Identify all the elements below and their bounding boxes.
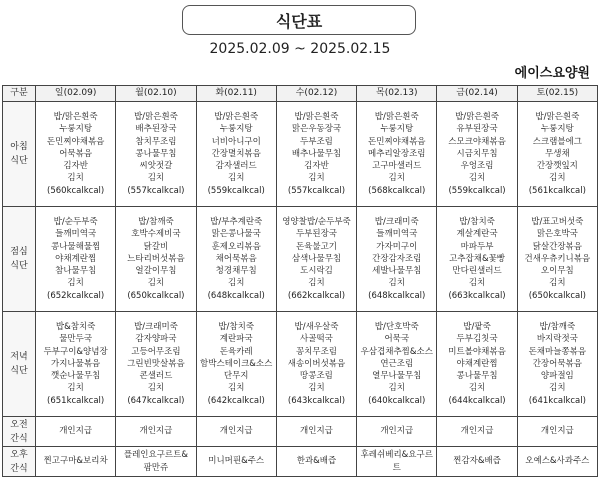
menu-item: 콩나물무침 — [456, 371, 498, 382]
menu-item: 개인지급 — [219, 426, 253, 437]
menu-item: 만다린샐러드 — [452, 266, 502, 277]
menu-item: 두부된장국 — [295, 229, 338, 240]
page-title: 식단표 — [182, 5, 416, 35]
menu-item: 밥/맑은흰죽 — [374, 111, 419, 122]
menu-item: 스모크야채볶음 — [448, 136, 506, 147]
menu-item: 누룽지탕 — [219, 124, 253, 135]
menu-item: 김치 — [468, 278, 486, 289]
menu-item: 유부된장국 — [456, 124, 498, 135]
menu-item: 개인지급 — [380, 426, 414, 437]
menu-item: 찐고구마&보리차 — [43, 456, 108, 467]
menu-cell-tue — [196, 312, 276, 417]
menu-item: (642kcalkcal) — [207, 395, 265, 406]
row-label — [3, 447, 36, 477]
menu-item: 꽁치무조림 — [295, 346, 338, 357]
menu-item: 스크램블에그 — [532, 136, 582, 147]
menu-item: 닭살간장볶음 — [532, 241, 582, 252]
menu-item: (648kcalkcal) — [368, 290, 426, 301]
menu-item: 고등어무조림 — [131, 346, 181, 357]
row-label-line: 간식 — [10, 433, 28, 444]
menu-item: 삼색나물무침 — [291, 253, 342, 264]
row-label — [3, 417, 36, 447]
menu-item: 김치 — [227, 383, 245, 394]
day-header-thu: 목(02.13) — [357, 86, 437, 102]
menu-item: 밥/팥죽 — [463, 321, 491, 332]
menu-item: 밥/단호박죽 — [374, 321, 419, 332]
menu-item: 배추나물무침 — [291, 148, 342, 159]
menu-cell-thu — [357, 417, 437, 447]
menu-item: 고추잡채&꽃빵 — [449, 253, 505, 264]
menu-item: 콘샐러드 — [139, 371, 173, 382]
menu-item: 김치 — [468, 383, 486, 394]
menu-item: 김치 — [468, 173, 486, 184]
menu-item: 사골떡국 — [300, 334, 333, 345]
menu-item: 청경채무침 — [215, 266, 257, 277]
menu-item: 밥/맑은흰죽 — [455, 111, 499, 122]
menu-cell-wed — [276, 207, 356, 312]
menu-item: 시금치무침 — [456, 148, 498, 159]
menu-item: 김치 — [147, 278, 165, 289]
menu-item: 김치 — [308, 278, 325, 289]
menu-item: 물만두국 — [59, 334, 93, 345]
menu-item: 김치 — [388, 278, 405, 289]
menu-item: 바지락젓국 — [536, 334, 578, 345]
menu-item: 맑은호박국 — [536, 229, 578, 240]
menu-item: 씨앗젓갈 — [139, 161, 173, 172]
menu-cell-sun — [36, 207, 116, 312]
menu-cell-wed — [276, 102, 356, 207]
menu-item: 밥/참깨죽 — [539, 321, 576, 332]
menu-item: 밥/크래미죽 — [133, 321, 178, 332]
header-row — [3, 86, 598, 102]
menu-item: 돈민찌야채볶음 — [46, 136, 105, 147]
menu-item: 트 — [392, 462, 401, 473]
menu-cell-sun — [36, 312, 116, 417]
menu-item: 감자샐러드 — [215, 161, 257, 172]
menu-item: 얼갈이무침 — [135, 266, 177, 277]
menu-item: 개인지급 — [139, 426, 173, 437]
menu-item: 훈제오리볶음 — [211, 241, 261, 252]
menu-item: 느타리버섯볶음 — [127, 253, 185, 264]
menu-cell-wed — [276, 417, 356, 447]
menu-item: 배추된장국 — [135, 124, 177, 135]
menu-item: 돈육불고기 — [295, 241, 338, 252]
menu-item: 김치 — [67, 173, 84, 184]
menu-item: 닭갈비 — [143, 241, 169, 252]
menu-item: 세발나물무침 — [372, 266, 422, 277]
menu-item: 들깨미역국 — [55, 229, 97, 240]
menu-item: (559kcalkcal) — [448, 185, 506, 196]
menu-item: 단무지 — [223, 371, 249, 382]
menu-item: (650kcalkcal) — [127, 290, 185, 301]
menu-cell-thu — [357, 447, 437, 477]
menu-item: 김치 — [227, 278, 245, 289]
menu-item: 연근조림 — [380, 358, 414, 369]
menu-item: (650kcalkcal) — [528, 290, 586, 301]
menu-item: 개인지급 — [540, 426, 574, 437]
menu-item: 김치 — [549, 383, 566, 394]
menu-item: 계살계란국 — [456, 229, 498, 240]
menu-item: 밥/맑은흰죽 — [133, 111, 178, 122]
menu-cell-fri — [437, 417, 517, 447]
menu-item: 감자양파국 — [135, 334, 177, 345]
menu-item: 밥/참깨죽 — [138, 216, 174, 227]
menu-cell-wed — [276, 312, 356, 417]
menu-cell-sun — [36, 447, 116, 477]
menu-item: 고구마샐러드 — [372, 161, 422, 172]
menu-item: 계란파국 — [219, 334, 253, 345]
menu-item: 밥/순두부죽 — [53, 216, 98, 227]
menu-item: 후레쉬베리&요구르 — [360, 450, 433, 461]
menu-item: 가지나물볶음 — [51, 358, 101, 369]
menu-item: 무생채 — [545, 148, 570, 159]
menu-item: 팜만쥬 — [143, 462, 169, 473]
menu-item: (640kcalkcal) — [368, 395, 426, 406]
menu-item: 그린빈맛살볶음 — [127, 358, 185, 369]
menu-item: 돈민찌야채볶음 — [368, 136, 426, 147]
menu-item: 들깨미역국 — [376, 229, 418, 240]
day-header-sat: 토(02.15) — [517, 86, 597, 102]
date-range: 2025.02.09 ~ 2025.02.15 — [209, 41, 391, 57]
menu-cell-thu — [357, 102, 437, 207]
organization-name: 에이스요양원 — [514, 66, 590, 81]
menu-item: 간장멸치볶음 — [211, 148, 261, 159]
row-label — [3, 312, 36, 417]
menu-item: 간장어묵볶음 — [532, 358, 582, 369]
menu-cell-tue — [196, 417, 276, 447]
menu-item: 밥/부추계란죽 — [210, 216, 263, 227]
menu-item: 미트볼야채볶음 — [448, 346, 506, 357]
menu-item: 간장깻잎지 — [536, 161, 578, 172]
menu-item: (647kcalkcal) — [127, 395, 185, 406]
menu-item: (559kcalkcal) — [207, 185, 265, 196]
menu-item: (568kcalkcal) — [368, 185, 426, 196]
menu-item: (560kcalkcal) — [47, 185, 105, 196]
menu-item: 어묵국 — [384, 334, 410, 345]
menu-item: (644kcalkcal) — [448, 395, 506, 406]
menu-item: 밥/표고버섯죽 — [531, 216, 584, 227]
menu-cell-sat — [517, 417, 597, 447]
menu-item: (652kcalkcal) — [47, 290, 105, 301]
day-header-tue: 화(02.11) — [196, 86, 276, 102]
menu-item: (648kcalkcal) — [207, 290, 265, 301]
menu-item: 밥/새우살죽 — [294, 321, 339, 332]
menu-item: 김치 — [549, 173, 566, 184]
row-label-line: 저녁 — [10, 352, 28, 362]
menu-item: 도시락김 — [300, 266, 333, 277]
day-header-sun: 일(02.09) — [36, 86, 116, 102]
menu-item: 건새우츄키니볶음 — [524, 253, 591, 264]
menu-item: 플레인요구르트& — [123, 450, 188, 461]
menu-item: 맑은우동장국 — [291, 124, 342, 135]
menu-item: 채어묵볶음 — [215, 253, 257, 264]
menu-item: 김치 — [147, 383, 165, 394]
menu-item: 개인지급 — [460, 426, 494, 437]
header-label: 구분 — [3, 86, 36, 102]
breakfast-row — [3, 102, 598, 207]
menu-cell-sun — [36, 102, 116, 207]
menu-item: 양파절임 — [540, 371, 574, 382]
menu-item: 김치 — [227, 173, 245, 184]
menu-item: 콩나물무침 — [135, 148, 177, 159]
menu-item: 야채계란찜 — [456, 358, 498, 369]
menu-item: 김치 — [388, 173, 405, 184]
row-label-line: 점심 — [10, 247, 28, 257]
menu-item: (561kcalkcal) — [528, 185, 586, 196]
dinner-row — [3, 312, 598, 417]
menu-item: 돈육카레 — [219, 346, 253, 357]
menu-item: 김자반 — [304, 161, 329, 172]
menu-item: 김치 — [549, 278, 566, 289]
day-header-mon: 월(02.10) — [116, 86, 196, 102]
menu-item: (557kcalkcal) — [287, 185, 346, 196]
menu-cell-sat — [517, 312, 597, 417]
menu-cell-mon — [116, 102, 196, 207]
menu-item: 누룽지탕 — [59, 124, 93, 135]
menu-item: 미니머핀&주스 — [208, 456, 265, 467]
menu-item: 콩나물해물찜 — [51, 241, 101, 252]
menu-cell-sun — [36, 417, 116, 447]
menu-item: 맑은콩나물국 — [211, 229, 261, 240]
lunch-row — [3, 207, 598, 312]
row-label-line: 오후 — [10, 449, 28, 460]
row-label-line: 간식 — [10, 463, 28, 474]
menu-item: 두부조림 — [300, 136, 333, 147]
menu-item: 참나물무침 — [55, 266, 97, 277]
menu-item: (641kcalkcal) — [528, 395, 586, 406]
menu-cell-wed — [276, 447, 356, 477]
menu-item: 김치 — [388, 383, 405, 394]
menu-item: 누룽지탕 — [380, 124, 414, 135]
menu-item: (651kcalkcal) — [47, 395, 105, 406]
day-header-wed: 수(02.12) — [276, 86, 356, 102]
menu-item: 두부구이&양념장 — [43, 346, 108, 357]
menu-item: 밥/맑은흰죽 — [294, 111, 339, 122]
menu-item: 밥/맑은흰죽 — [535, 111, 580, 122]
menu-item: 오예스&사과주스 — [525, 456, 590, 467]
menu-item: 호박수제비국 — [131, 229, 181, 240]
menu-cell-fri — [437, 312, 517, 417]
menu-item: (662kcalkcal) — [287, 290, 346, 301]
menu-cell-fri — [437, 102, 517, 207]
row-label-line: 아침 — [10, 142, 28, 152]
menu-cell-fri — [437, 207, 517, 312]
menu-item: 땅콩조림 — [300, 371, 333, 382]
menu-item: 어묵볶음 — [59, 148, 93, 159]
afternoon-snack-row — [3, 447, 598, 477]
menu-item: 간장감자조림 — [372, 253, 422, 264]
row-label-line: 오전 — [10, 419, 28, 430]
menu-cell-sat — [517, 447, 597, 477]
menu-item: 김치 — [308, 173, 325, 184]
menu-item: (643kcalkcal) — [287, 395, 346, 406]
morning-snack-row — [3, 417, 598, 447]
menu-item: 영양찰밥/순두부죽 — [282, 216, 351, 227]
menu-item: 누룽지탕 — [540, 124, 574, 135]
menu-item: 너비아니구이 — [211, 136, 261, 147]
menu-item: 개인지급 — [300, 426, 333, 437]
menu-cell-sat — [517, 207, 597, 312]
meal-table — [2, 85, 598, 477]
menu-item: (557kcalkcal) — [127, 185, 185, 196]
menu-item: 밥&참치죽 — [55, 321, 96, 332]
menu-item: 김치 — [67, 278, 84, 289]
menu-cell-thu — [357, 312, 437, 417]
menu-item: 우엉조림 — [460, 161, 494, 172]
menu-item: 우삼겹채추찜&소스 — [360, 346, 433, 357]
menu-item: 개인지급 — [59, 426, 93, 437]
menu-item: 한과&배즙 — [296, 456, 337, 467]
row-label-line: 식단 — [10, 366, 28, 376]
row-label-line: 식단 — [10, 156, 28, 166]
menu-item: 김치 — [308, 383, 325, 394]
row-label-line: 식단 — [10, 261, 28, 271]
menu-item: 열무나물무침 — [372, 371, 422, 382]
menu-item: 마파두부 — [460, 241, 494, 252]
menu-cell-thu — [357, 207, 437, 312]
menu-item: 돈채마늘쫑볶음 — [528, 346, 587, 357]
menu-item: 메추리알장조림 — [368, 148, 426, 159]
row-label — [3, 102, 36, 207]
menu-cell-mon — [116, 312, 196, 417]
menu-item: 야채계란찜 — [55, 253, 97, 264]
menu-item: 가자미구이 — [376, 241, 418, 252]
day-header-fri: 금(02.14) — [437, 86, 517, 102]
menu-cell-tue — [196, 207, 276, 312]
menu-item: 깻순나물무침 — [51, 371, 101, 382]
menu-cell-fri — [437, 447, 517, 477]
menu-cell-mon — [116, 207, 196, 312]
menu-cell-mon — [116, 447, 196, 477]
menu-item: 밥/크래미죽 — [374, 216, 419, 227]
menu-cell-tue — [196, 447, 276, 477]
menu-item: (663kcalkcal) — [448, 290, 506, 301]
menu-item: 오이무침 — [540, 266, 574, 277]
menu-item: 김치 — [147, 173, 165, 184]
menu-item: 김치 — [67, 383, 84, 394]
menu-cell-sat — [517, 102, 597, 207]
menu-item: 밥/참치죽 — [459, 216, 495, 227]
menu-item: 밥/맑은흰죽 — [214, 111, 259, 122]
menu-item: 새송이버섯볶음 — [287, 358, 346, 369]
row-label — [3, 207, 36, 312]
menu-item: 찐감자&배즙 — [453, 456, 501, 467]
menu-cell-mon — [116, 417, 196, 447]
menu-item: 두부김칫국 — [456, 334, 498, 345]
menu-item: 밥/참치죽 — [218, 321, 255, 332]
menu-item: 김자반 — [63, 161, 88, 172]
menu-item: 참치무조림 — [135, 136, 177, 147]
menu-cell-tue — [196, 102, 276, 207]
menu-item: 함박스테이크&소스 — [200, 358, 273, 369]
menu-item: 밥/맑은흰죽 — [53, 111, 98, 122]
